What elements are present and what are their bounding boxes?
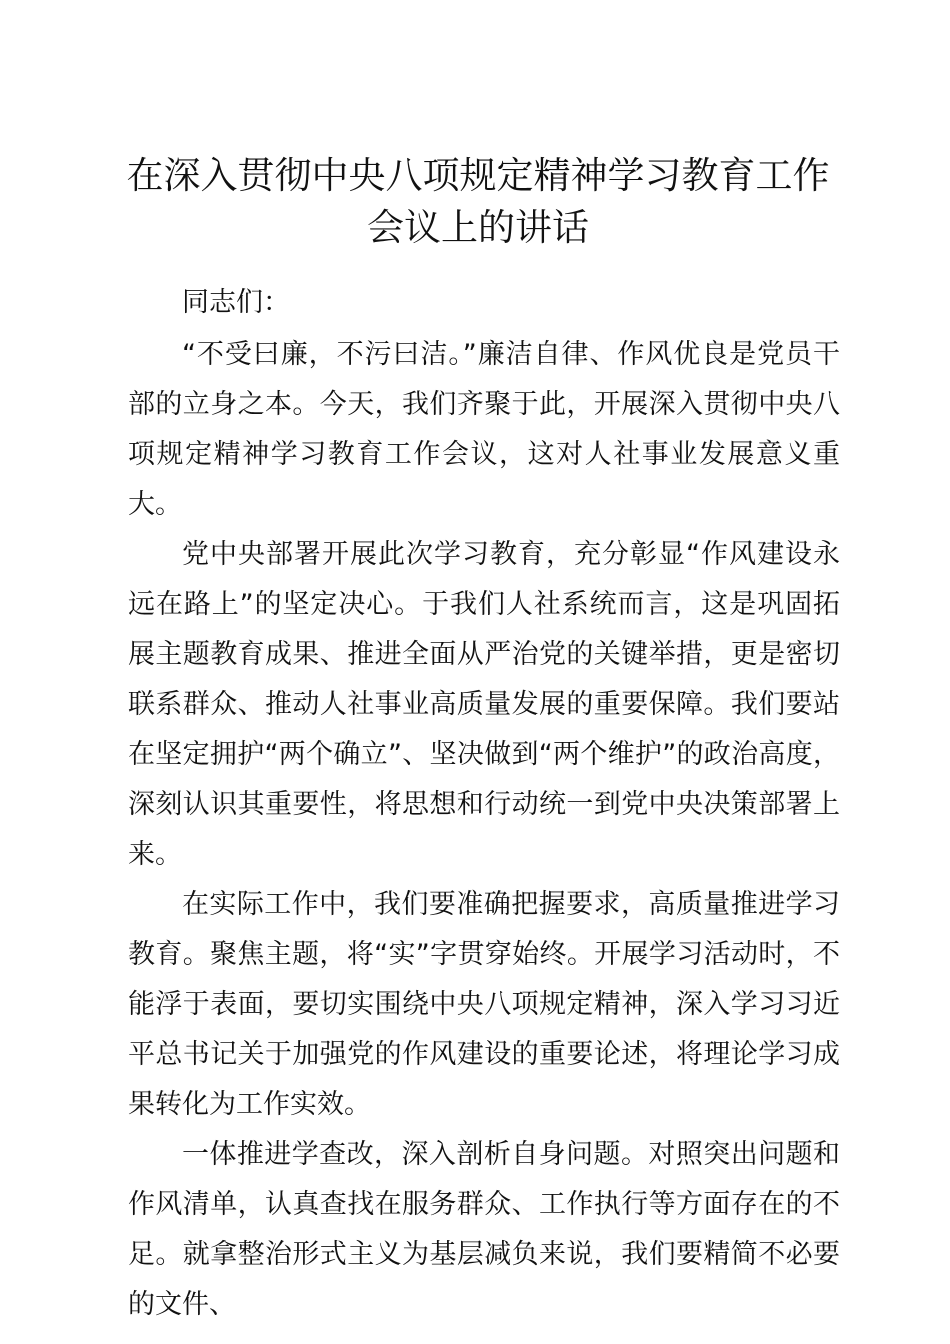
document-body xyxy=(128,278,840,1330)
paragraph-3: 在实际工作中，我们要准确把握要求，高质量推进学习教育。聚焦主题，将“实”字贯穿始终。开展学习活动时，不能浮于表面，要切实围绕中央八项规定精神，深入学习习近平总书记关于加强党的作风建设的重要论述，将理论学习成果转化为工作实效。 xyxy=(128,889,840,1120)
paragraph-2: 党中央部署开展此次学习教育，充分彰显“作风建设永远在路上”的坚定决心。于我们人社系统而言，这是巩固拓展主题教育成果、推进全面从严治党的关键举措，更是密切联系群众、推动人社事业高质量发展的重要保障。我们要站在坚定拥护“两个确立”、坚决做到“两个维护”的政治高度，深刻认识其重要性，将思想和行动统一到党中央决策部署上来。 xyxy=(128,539,840,870)
paragraph-4: 一体推进学查改，深入剖析自身问题。对照突出问题和作风清单，认真查找在服务群众、工作执行等方面存在的不足。就拿整治形式主义为基层减负来说，我们要精简不必要的文件、 xyxy=(128,1139,840,1320)
document-title: 在深入贯彻中央八项规定精神学习教育工作会议上的讲话 xyxy=(126,154,830,249)
salutation: 同志们： xyxy=(182,287,290,318)
paragraph-1: “不受曰廉，不污曰洁。”廉洁自律、作风优良是党员干部的立身之本。今天，我们齐聚于此，开展深入贯彻中央八项规定精神学习教育工作会议，这对人社事业发展意义重大。 xyxy=(128,339,840,520)
